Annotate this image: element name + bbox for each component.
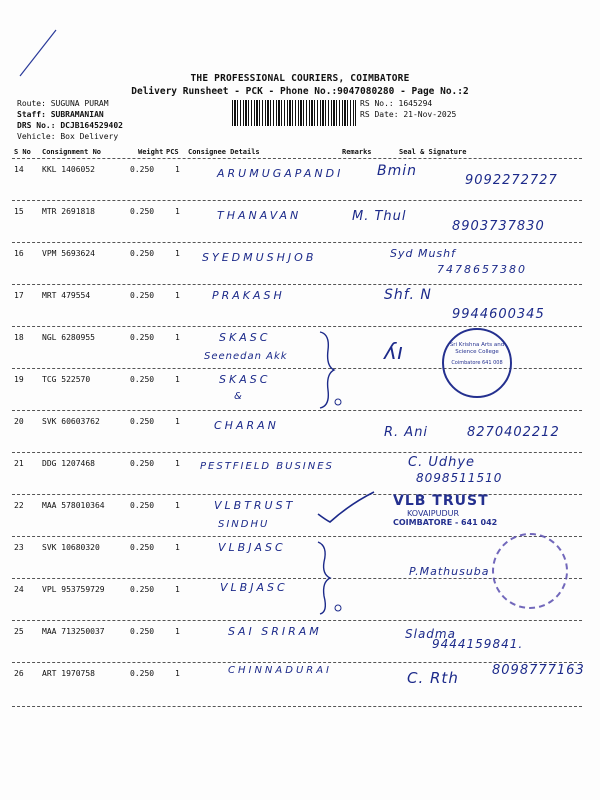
col-seal: Seal & Signature — [399, 148, 467, 156]
signature: C. Rth — [407, 669, 459, 687]
staff: Staff: SUBRAMANIAN — [17, 110, 104, 119]
table-row — [12, 411, 582, 453]
row-sno: 15 — [14, 207, 24, 216]
consignee-name: ARUMUGAPANDI — [217, 167, 344, 180]
row-pcs: 1 — [175, 333, 180, 342]
drs-number: DRS No.: DCJB164529402 — [17, 121, 123, 130]
row-consignment: MAA 578010364 — [42, 501, 105, 510]
round-seal-stamp — [492, 533, 568, 609]
consignee-name: PESTFIELD BUSINES — [200, 461, 334, 472]
check-mark — [316, 490, 376, 526]
row-sno: 18 — [14, 333, 24, 342]
row-pcs: 1 — [175, 585, 180, 594]
col-details: Consignee Details — [188, 148, 260, 156]
row-consignment: NGL 6280955 — [42, 333, 95, 342]
col-sno: S No — [14, 148, 31, 156]
row-sno: 24 — [14, 585, 24, 594]
col-weight: Weight — [138, 148, 164, 156]
rs-date: RS Date: 21-Nov-2025 — [360, 110, 457, 119]
row-weight: 0.250 — [130, 501, 155, 510]
table-row — [12, 285, 582, 327]
row-sno: 14 — [14, 165, 24, 174]
route: Route: SUGUNA PURAM — [17, 99, 109, 108]
row-consignment: VPM 5693624 — [42, 249, 95, 258]
row-consignment: SVK 10680320 — [42, 543, 100, 552]
row-consignment: TCG 522570 — [42, 375, 91, 384]
row-consignment: MAA 713250037 — [42, 627, 105, 636]
seal-text: Sri Krishna Arts and Science College — [449, 342, 505, 355]
vlb-stamp-line2: COIMBATORE - 641 042 — [393, 518, 498, 527]
signature: C. Udhye — [408, 455, 476, 470]
row-weight: 0.250 — [130, 249, 155, 258]
table-row — [12, 159, 582, 201]
row-sno: 25 — [14, 627, 24, 636]
company-title: THE PROFESSIONAL COURIERS, COIMBATORE — [190, 73, 410, 84]
meta-left — [17, 98, 123, 142]
row-consignment: VPL 953759729 — [42, 585, 105, 594]
signature: Sladma — [405, 627, 456, 641]
signature: Shf. N — [384, 287, 432, 303]
consignee-name: CHINNADURAI — [228, 665, 333, 676]
vlb-trust-stamp — [393, 493, 497, 527]
table-row — [12, 621, 582, 663]
phone-number: 7478657380 — [437, 263, 527, 276]
row-weight: 0.250 — [130, 291, 155, 300]
signature: P.Mathusuba — [409, 565, 490, 578]
row-pcs: 1 — [175, 459, 180, 468]
row-sno: 20 — [14, 417, 24, 426]
row-pcs: 1 — [175, 627, 180, 636]
row-pcs: 1 — [175, 543, 180, 552]
consignee-name: VLBJASC — [218, 541, 286, 554]
consignee-name: SYEDMUSHJOB — [202, 251, 317, 264]
vlb-stamp-line1: KOVAIPUDUR — [407, 509, 460, 518]
row-sno: 26 — [14, 669, 24, 678]
signature: M. Thul — [352, 209, 407, 224]
bracket-mark — [316, 330, 344, 410]
row-pcs: 1 — [175, 249, 180, 258]
row-weight: 0.250 — [130, 669, 155, 678]
phone-number: 8903737830 — [452, 219, 545, 234]
phone-number: 9092272727 — [465, 173, 558, 188]
barcode — [232, 100, 356, 126]
bottom-rule — [12, 706, 582, 707]
signature: Syd Mushf — [390, 247, 457, 260]
row-weight: 0.250 — [130, 543, 155, 552]
row-weight: 0.250 — [130, 585, 155, 594]
row-consignment: KKL 1406052 — [42, 165, 95, 174]
consignee-name: SAI SRIRAM — [228, 625, 322, 638]
row-consignment: MRT 479554 — [42, 291, 91, 300]
bracket-mark — [314, 540, 344, 616]
row-pcs: 1 — [175, 375, 180, 384]
row-weight: 0.250 — [130, 417, 155, 426]
row-pcs: 1 — [175, 417, 180, 426]
table-row — [12, 201, 582, 243]
vlb-stamp-title: VLB TRUST — [393, 493, 489, 509]
runsheet-subtitle: Delivery Runsheet - PCK - Phone No.:9047080280 - Page No.:2 — [131, 86, 469, 97]
row-sno: 16 — [14, 249, 24, 258]
row-sno: 19 — [14, 375, 24, 384]
row-weight: 0.250 — [130, 165, 155, 174]
college-seal-stamp — [442, 328, 512, 398]
col-consignment: Consignment No — [42, 148, 102, 156]
row-consignment: ART 1970758 — [42, 669, 95, 678]
signature: R. Ani — [384, 425, 429, 440]
consignee-name: SKASC — [219, 373, 271, 386]
phone-number: 9444159841. — [432, 637, 524, 651]
squiggle-signature: ʎı — [384, 340, 404, 365]
vehicle: Vehicle: Box Delivery — [17, 132, 119, 141]
consignee-name: SKASC — [219, 331, 271, 344]
row-pcs: 1 — [175, 291, 180, 300]
row-pcs: 1 — [175, 669, 180, 678]
consignee-name: VLBJASC — [220, 581, 288, 594]
consignee-note: & — [234, 391, 245, 402]
phone-number: 8098511510 — [416, 471, 503, 485]
phone-number: 8098777163 — [492, 663, 585, 678]
row-pcs: 1 — [175, 165, 180, 174]
phone-number: 9944600345 — [452, 307, 545, 322]
row-weight: 0.250 — [130, 207, 155, 216]
signature: Bmin — [377, 163, 418, 179]
table-row — [12, 453, 582, 495]
consignee-name: CHARAN — [214, 419, 279, 432]
consignee-note: Seenedan Akk — [204, 351, 288, 362]
pen-mark — [18, 28, 58, 78]
consignee-note: SINDHU — [218, 519, 270, 530]
table-row — [12, 663, 585, 705]
row-weight: 0.250 — [130, 459, 155, 468]
row-weight: 0.250 — [130, 627, 155, 636]
table-row — [12, 243, 582, 285]
consignee-name: PRAKASH — [212, 289, 285, 302]
col-pcs: PCS — [166, 148, 179, 156]
row-pcs: 1 — [175, 501, 180, 510]
row-sno: 21 — [14, 459, 24, 468]
row-sno: 23 — [14, 543, 24, 552]
seal-inner-text: Coimbatore 641 008 — [451, 360, 503, 366]
row-weight: 0.250 — [130, 375, 155, 384]
consignee-name: VLBTRUST — [214, 499, 296, 512]
consignee-name: THANAVAN — [217, 209, 302, 222]
phone-number: 8270402212 — [467, 425, 560, 440]
col-remarks: Remarks — [342, 148, 372, 156]
row-sno: 17 — [14, 291, 24, 300]
rs-number: RS No.: 1645294 — [360, 99, 433, 108]
row-consignment: DDG 1207468 — [42, 459, 95, 468]
meta-right — [360, 98, 456, 120]
row-weight: 0.250 — [130, 333, 155, 342]
row-consignment: SVK 60603762 — [42, 417, 100, 426]
row-pcs: 1 — [175, 207, 180, 216]
row-consignment: MTR 2691818 — [42, 207, 95, 216]
row-sno: 22 — [14, 501, 24, 510]
